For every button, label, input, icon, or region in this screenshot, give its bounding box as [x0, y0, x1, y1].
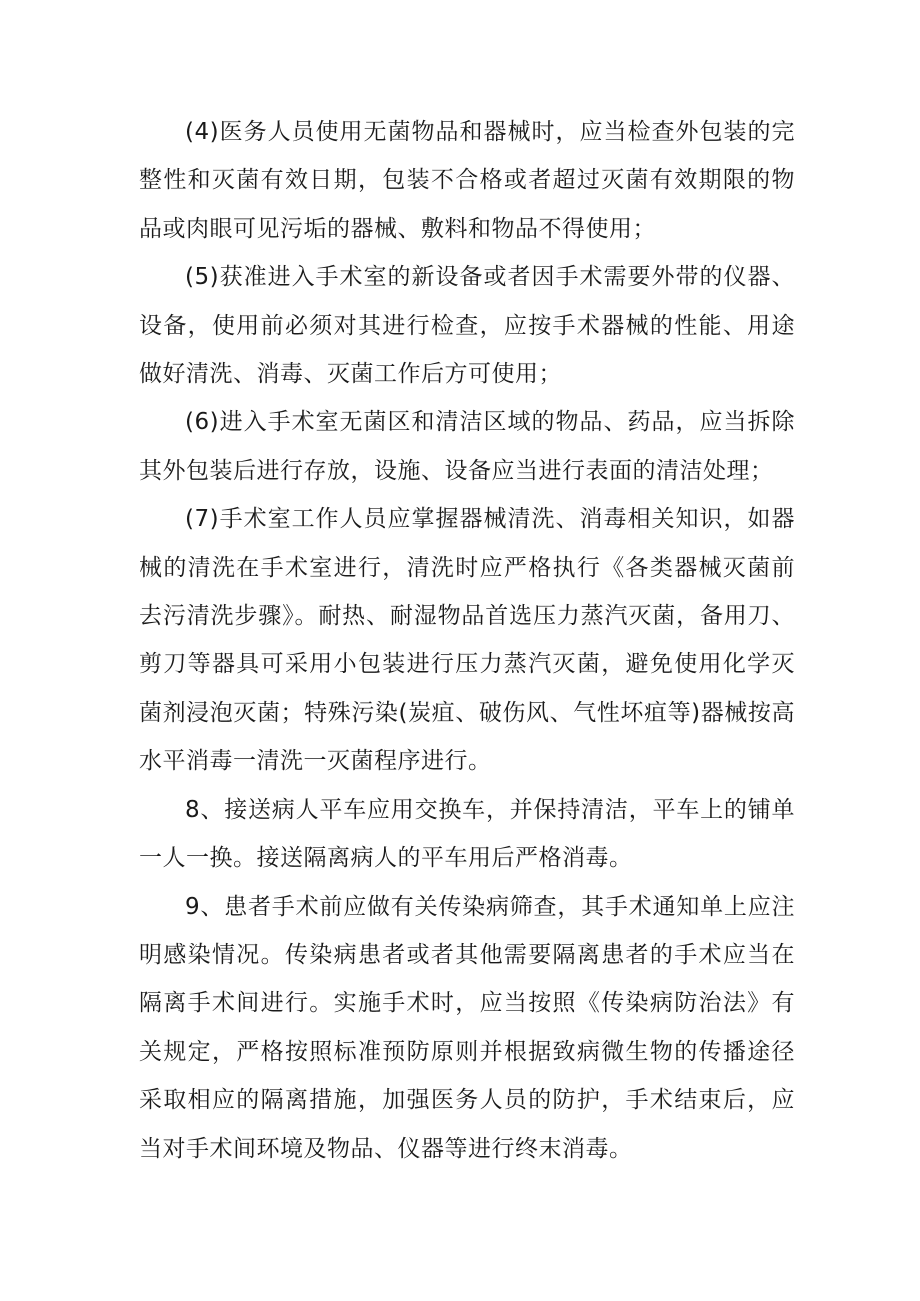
- paragraph-item-5: (5)获准进入手术室的新设备或者因手术需要外带的仪器、设备，使用前必须对其进行检查，应按手术器械的性能、用途做好清洗、消毒、灭菌工作后方可使用；: [139, 264, 795, 388]
- paragraph-section-9: 9、患者手术前应做有关传染病筛查，其手术通知单上应注明感染情况。传染病患者或者其他需要隔离患者的手术应当在隔离手术间进行。实施手术时，应当按照《传染病防治法》有关规定，严格按照标准预防原则并根据致病微生物的传播途径采取相应的隔离措施，加强医务人员的防护，手术结束后，应当对手术间环境及物品、仪器等进行终末消毒。: [139, 893, 795, 1162]
- document-page: [139, 108, 795, 1173]
- paragraph-item-7: (7)手术室工作人员应掌握器械清洗、消毒相关知识，如器械的清洗在手术室进行，清洗时应严格执行《各类器械灭菌前去污清洗步骤》。耐热、耐湿物品首选压力蒸汽灭菌，备用刀、剪刀等器具可采用小包装进行压力蒸汽灭菌，避免使用化学灭菌剂浸泡灭菌；特殊污染(炭疽、破伤风、气性坏疽等)器械按高水平消毒一清洗一灭菌程序进行。: [139, 506, 795, 775]
- paragraph-section-8: 8、接送病人平车应用交换车，并保持清洁，平车上的铺单一人一换。接送隔离病人的平车用后严格消毒。: [139, 796, 795, 872]
- paragraph-item-6: (6)进入手术室无菌区和清洁区域的物品、药品，应当拆除其外包装后进行存放，设施、设备应当进行表面的清洁处理；: [139, 409, 795, 484]
- paragraph-item-4: (4)医务人员使用无菌物品和器械时，应当检查外包装的完整性和灭菌有效日期，包装不合格或者超过灭菌有效期限的物品或肉眼可见污垢的器械、敷料和物品不得使用；: [139, 119, 795, 242]
